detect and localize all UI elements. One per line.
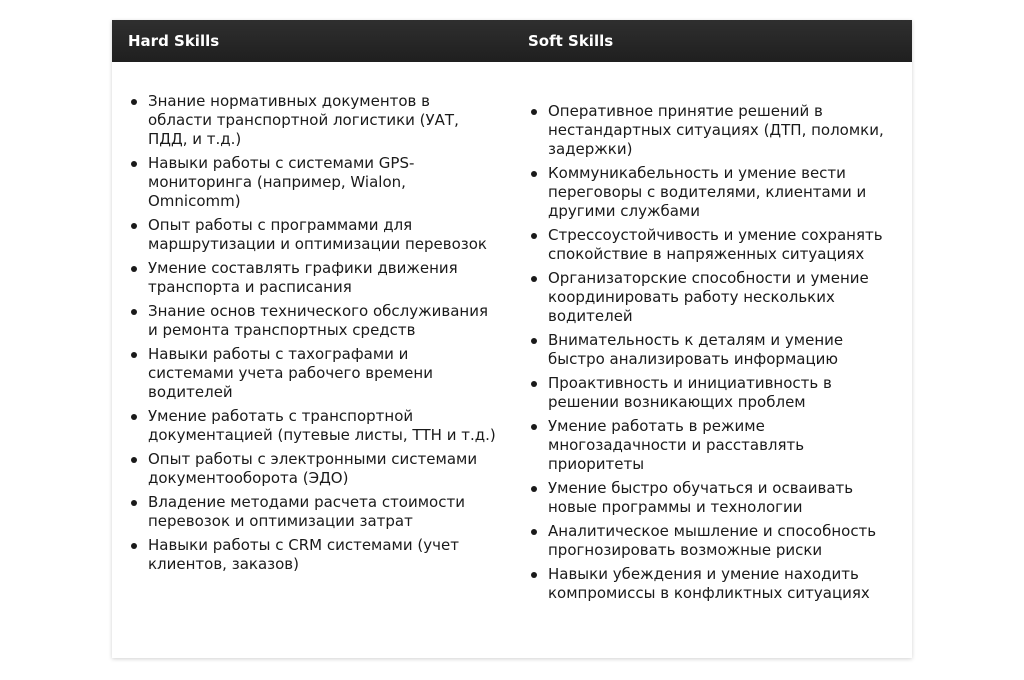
list-item: Оперативное принятие решений в нестандартных ситуациях (ДТП, поломки, задержки) — [548, 102, 912, 159]
list-item: Навыки убеждения и умение находить компромиссы в конфликтных ситуациях — [548, 565, 912, 603]
header-hard-skills: Hard Skills — [128, 32, 220, 50]
list-item: Умение работать с транспортной документацией (путевые листы, ТТН и т.д.) — [148, 407, 512, 445]
list-item: Коммуникабельность и умение вести переговоры с водителями, клиентами и другими службами — [548, 164, 912, 221]
list-item: Навыки работы с CRM системами (учет клиентов, заказов) — [148, 536, 512, 574]
list-item: Умение работать в режиме многозадачности и расставлять приоритеты — [548, 417, 912, 474]
list-item: Организаторские способности и умение координировать работу нескольких водителей — [548, 269, 912, 326]
list-item: Стрессоустойчивость и умение сохранять спокойствие в напряженных ситуациях — [548, 226, 912, 264]
list-item: Знание основ технического обслуживания и ремонта транспортных средств — [148, 302, 512, 340]
list-item: Опыт работы с программами для маршрутизации и оптимизации перевозок — [148, 216, 512, 254]
list-item: Знание нормативных документов в области транспортной логистики (УАТ, ПДД, и т.д.) — [148, 92, 512, 149]
list-item: Навыки работы с системами GPS-мониторинга (например, Wialon, Omnicomm) — [148, 154, 512, 211]
soft-skills-cell — [512, 62, 912, 608]
list-item: Опыт работы с электронными системами документооборота (ЭДО) — [148, 450, 512, 488]
skills-table — [112, 20, 912, 658]
list-item: Умение составлять графики движения транспорта и расписания — [148, 259, 512, 297]
list-item: Внимательность к деталям и умение быстро анализировать информацию — [548, 331, 912, 369]
hard-skills-cell — [112, 62, 512, 608]
header-soft-skills: Soft Skills — [528, 32, 614, 50]
list-item: Умение быстро обучаться и осваивать новые программы и технологии — [548, 479, 912, 517]
table-header — [112, 20, 912, 62]
soft-skills-list — [512, 102, 912, 603]
list-item: Владение методами расчета стоимости перевозок и оптимизации затрат — [148, 493, 512, 531]
list-item: Аналитическое мышление и способность прогнозировать возможные риски — [548, 522, 912, 560]
hard-skills-list — [112, 92, 512, 574]
list-item: Навыки работы с тахографами и системами учета рабочего времени водителей — [148, 345, 512, 402]
list-item: Проактивность и инициативность в решении возникающих проблем — [548, 374, 912, 412]
table-body — [112, 62, 912, 608]
